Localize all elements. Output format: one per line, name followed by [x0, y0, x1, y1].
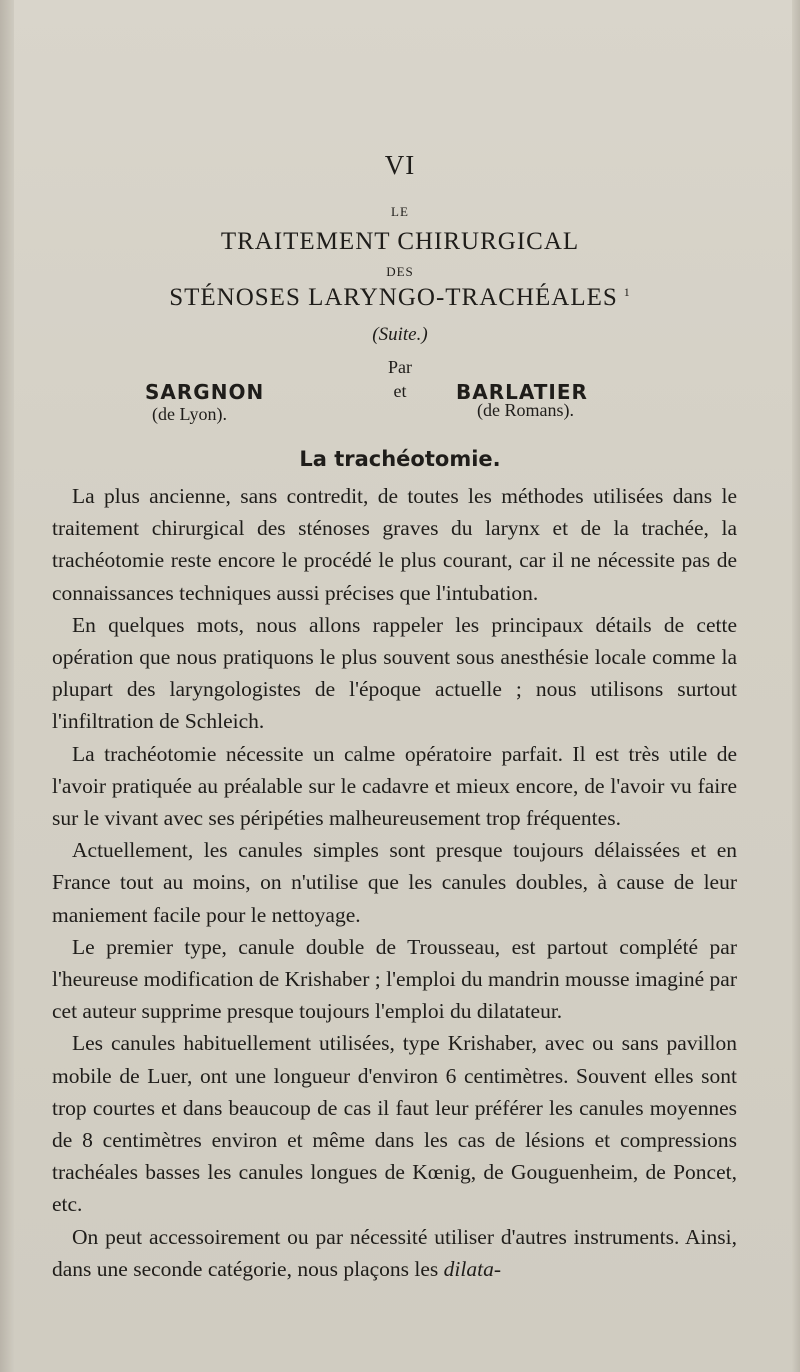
- author-affiliation-2: (de Romans).: [477, 400, 574, 420]
- paragraph-last-italic: dilata-: [443, 1256, 501, 1281]
- title-line-2: [0, 284, 800, 312]
- suite-label: (Suite.): [372, 324, 428, 345]
- paragraph: En quelques mots, nous allons rappeler les principaux détails de cette opération que nous pratiquons le plus souvent sous anesthésie locale comme la plupart des laryngologistes de l'époque actuelle ; nous utilisons surtout l'infiltration de Schleich.: [52, 612, 737, 734]
- author-affiliation-1: (de Lyon).: [152, 404, 227, 424]
- title-line-1: TRAITEMENT CHIRURGICAL: [220, 228, 580, 255]
- title-article-le: LE: [391, 204, 409, 219]
- paragraph-last-text: On peut accessoirement ou par nécessité utiliser d'autres instruments. Ainsi, dans une seconde catégorie, nous plaçons les: [52, 1224, 737, 1281]
- title-line-2-text: STÉNOSES LARYNGO-TRACHÉALES: [169, 284, 618, 311]
- paragraph: Le premier type, canule double de Trousseau, est partout complété par l'heureuse modification de Krishaber ; l'emploi du mandrin mousse imaginé par cet auteur supprime presque toujours l'emploi du dilatateur.: [52, 934, 737, 1024]
- et-label: et: [393, 381, 407, 401]
- paragraph-last: [52, 1221, 737, 1285]
- title-article-des: DES: [386, 264, 414, 279]
- section-title: La trachéotomie.: [299, 447, 501, 471]
- par-label: Par: [388, 357, 412, 377]
- body-text: [52, 480, 737, 1285]
- author-name-2: BARLATIER: [456, 380, 588, 404]
- paragraph: Les canules habituellement utilisées, type Krishaber, avec ou sans pavillon mobile de Luer, ont une longueur d'environ 6 centimètres. Souvent elles sont trop courtes et dans beaucoup de cas il faut leur préférer les canules moyennes de 8 centimètres environ et même dans les cas de lésions et compressions trachéales basses les canules longues de Kœnig, de Gouguenheim, de Poncet, etc.: [52, 1031, 737, 1217]
- chapter-number: VI: [384, 150, 416, 180]
- author-name-1: SARGNON: [145, 380, 265, 404]
- paragraph: Actuellement, les canules simples sont presque toujours délaissées et en France tout au moins, on n'utilise que les canules doubles, à cause de leur maniement facile pour le nettoyage.: [52, 838, 737, 927]
- paragraph: La trachéotomie nécessite un calme opératoire parfait. Il est très utile de l'avoir pratiquée au préalable sur le cadavre et mieux encore, de l'avoir vu faire sur le vivant avec ses péripéties malheureusement trop fréquentes.: [52, 741, 737, 831]
- footnote-mark: 1: [623, 284, 631, 299]
- paragraph: La plus ancienne, sans contredit, de toutes les méthodes utilisées dans le traitement chirurgical des sténoses graves du larynx et de la trachée, la trachéotomie reste encore le procédé le plus courant, car il ne nécessite pas de connaissances techniques aussi précises que l'intubation.: [52, 484, 737, 605]
